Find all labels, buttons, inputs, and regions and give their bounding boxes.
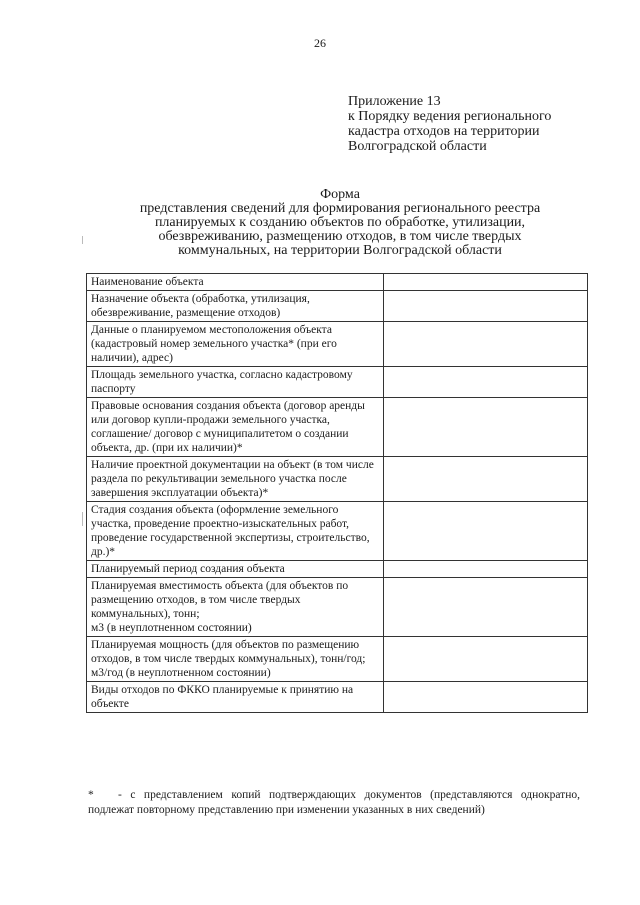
form-title-line: представления сведений для формирования регионального реестра xyxy=(139,201,541,216)
row-value-field[interactable] xyxy=(384,291,588,322)
appendix-header xyxy=(348,94,618,154)
row-label: Правовые основания создания объекта (договор аренды или договор купли-продажи земельного участка, соглашение/ договор с муниципалитетом о создании объекта, др. (при их наличии)* xyxy=(87,398,384,457)
row-label: Площадь земельного участка, согласно кадастровому паспорту xyxy=(87,367,384,398)
appendix-line: Волгоградской области xyxy=(348,139,487,154)
row-value-field[interactable] xyxy=(384,578,588,637)
row-label: Наименование объекта xyxy=(87,274,384,291)
form-title-line: обезвреживанию, размещению отходов, в том числе твердых xyxy=(158,229,522,244)
table-row xyxy=(87,457,588,502)
footnote xyxy=(88,788,580,818)
table-row xyxy=(87,682,588,713)
scan-edge-mark xyxy=(82,512,83,526)
table-row xyxy=(87,274,588,291)
row-value-field[interactable] xyxy=(384,682,588,713)
row-value-field[interactable] xyxy=(384,502,588,561)
form-title-line: коммунальных, на территории Волгоградской области xyxy=(178,243,502,258)
row-label: Виды отходов по ФККО планируемые к принятию на объекте xyxy=(87,682,384,713)
row-value-field[interactable] xyxy=(384,398,588,457)
table-row xyxy=(87,291,588,322)
table-row xyxy=(87,398,588,457)
row-value-field[interactable] xyxy=(384,274,588,291)
row-label: Данные о планируемом местоположения объекта (кадастровый номер земельного участка* (при его наличии), адрес) xyxy=(87,322,384,367)
row-value-field[interactable] xyxy=(384,322,588,367)
table-row xyxy=(87,561,588,578)
row-value-field[interactable] xyxy=(384,367,588,398)
row-label: Планируемая вместимость объекта (для объектов по размещению отходов, в том числе твердых коммунальных), тонн; м3 (в неуплотненном состоянии) xyxy=(87,578,384,637)
row-label: Наличие проектной документации на объект (в том числе раздела по рекультивации земельного участка после завершения эксплуатации объекта)* xyxy=(87,457,384,502)
row-label: Планируемая мощность (для объектов по размещению отходов, в том числе твердых коммунальных), тонн/год; м3/год (в неуплотненном состоянии) xyxy=(87,637,384,682)
form-table xyxy=(86,273,588,713)
form-title xyxy=(90,188,590,258)
row-value-field[interactable] xyxy=(384,457,588,502)
footnote-marker: * xyxy=(88,789,94,801)
page-number: 26 xyxy=(314,36,326,50)
footnote-text: - с представлением копий подтверждающих документов (представляются однократно, подлежат повторному представлению при изменении указанных в них сведений) xyxy=(88,789,580,816)
form-title-line: планируемых к созданию объектов по обработке, утилизации, xyxy=(154,215,526,230)
row-label: Назначение объекта (обработка, утилизация, обезвреживание, размещение отходов) xyxy=(87,291,384,322)
appendix-line: кадастра отходов на территории xyxy=(348,124,540,139)
table-row xyxy=(87,637,588,682)
table-row xyxy=(87,502,588,561)
row-value-field[interactable] xyxy=(384,637,588,682)
row-value-field[interactable] xyxy=(384,561,588,578)
scan-edge-mark xyxy=(82,236,83,244)
table-row xyxy=(87,322,588,367)
appendix-line: к Порядку ведения регионального xyxy=(348,109,552,124)
table-row xyxy=(87,367,588,398)
table-row xyxy=(87,578,588,637)
form-title-line: Форма xyxy=(320,187,360,202)
row-label: Стадия создания объекта (оформление земельного участка, проведение проектно-изыскательных работ, проведение государственной экспертизы, строительство, др.)* xyxy=(87,502,384,561)
appendix-line: Приложение 13 xyxy=(348,94,441,109)
row-label: Планируемый период создания объекта xyxy=(87,561,384,578)
form-table-body xyxy=(87,274,588,713)
